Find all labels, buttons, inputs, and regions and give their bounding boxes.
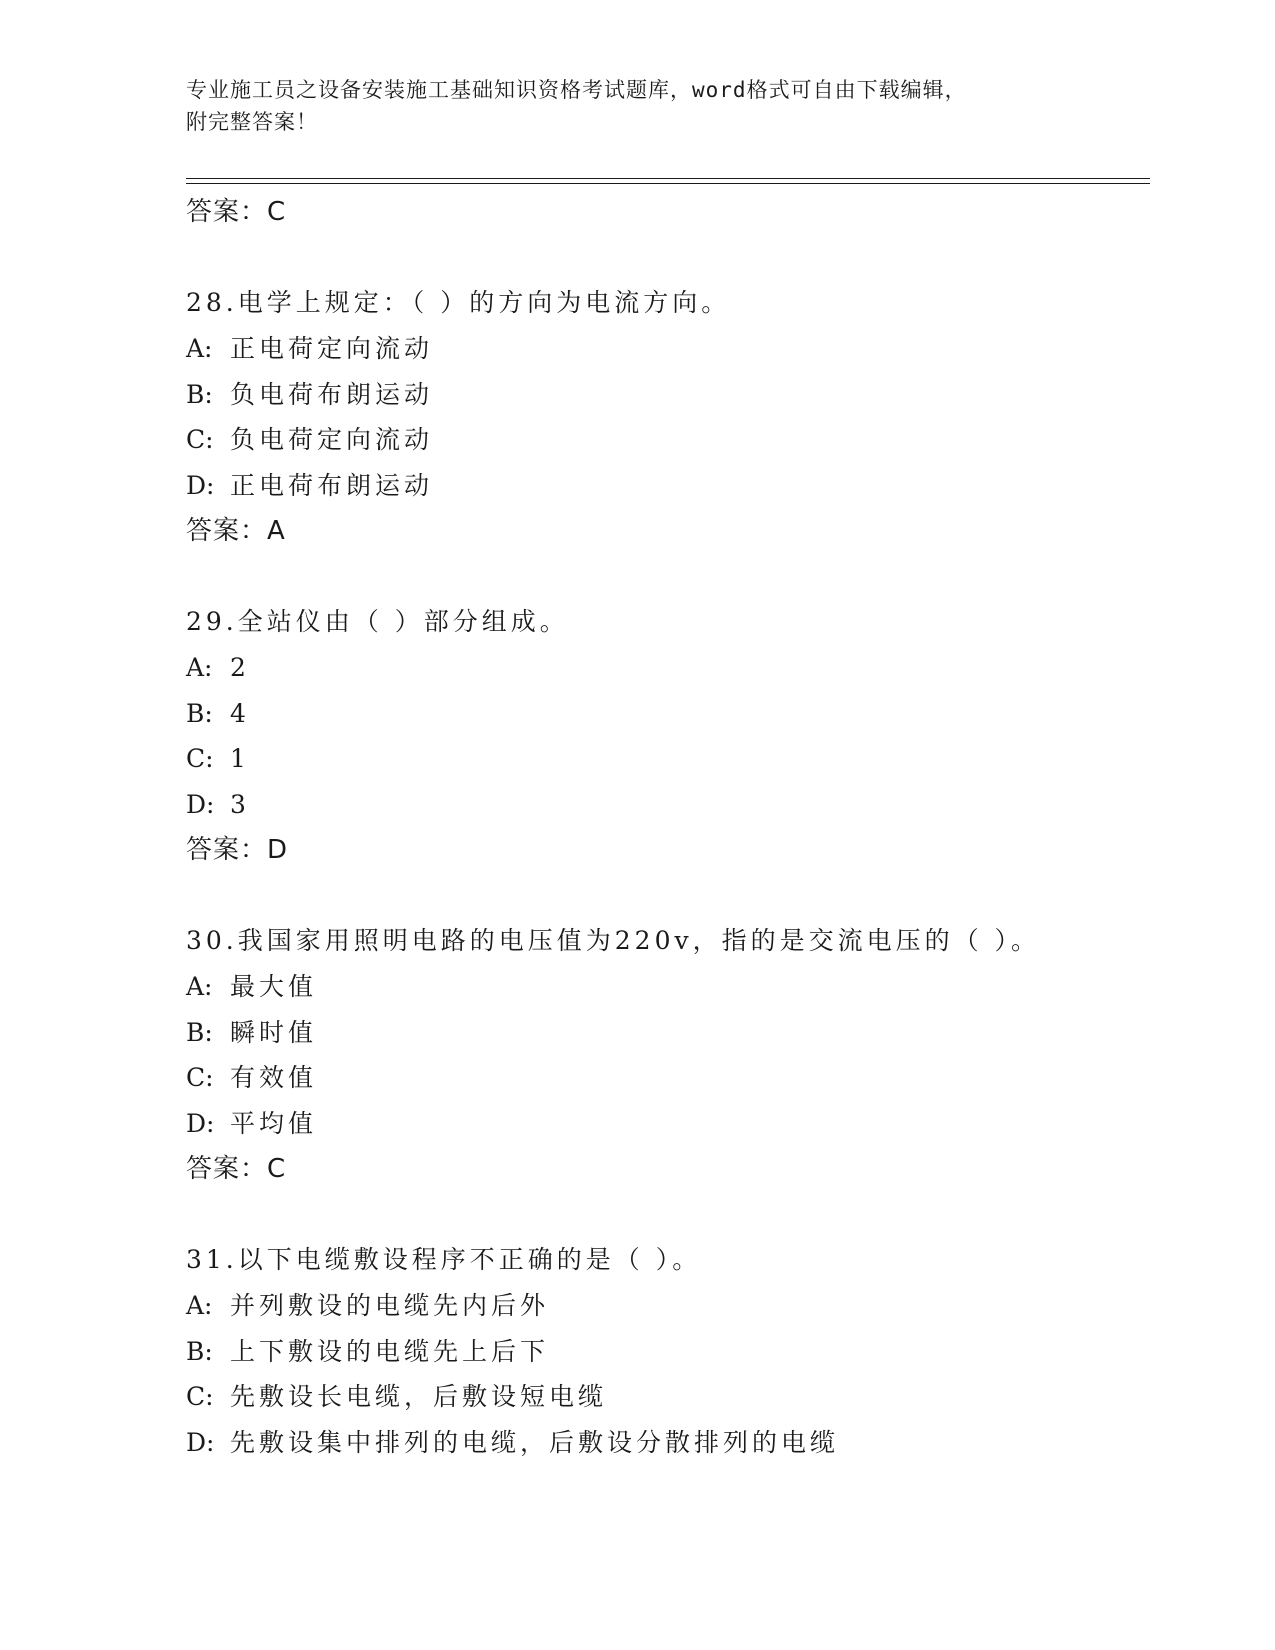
question-28-text: 28.电学上规定：（ ）的方向为电流方向。	[186, 288, 731, 317]
option-text: 2	[230, 653, 250, 682]
option-letter: B:	[186, 698, 213, 728]
question-31-option-d	[186, 1421, 1150, 1467]
option-letter: A:	[186, 1291, 213, 1320]
question-29-option-a	[186, 646, 1150, 692]
option-letter: A:	[186, 653, 213, 682]
option-text: 负电荷定向流动	[230, 425, 434, 454]
question-29-option-d	[186, 783, 1150, 829]
option-text: 1	[230, 744, 250, 773]
option-text: 正电荷布朗运动	[230, 470, 434, 500]
question-block-30	[186, 919, 1150, 1191]
option-letter: A:	[186, 972, 213, 1001]
option-letter: D:	[186, 1108, 215, 1138]
option-letter: B:	[186, 379, 213, 409]
question-31-option-c	[186, 1375, 1150, 1421]
header-line-2: 附完整答案！	[186, 110, 318, 134]
question-28-option-c	[186, 418, 1150, 464]
question-28-option-b	[186, 373, 1150, 419]
question-31-option-b	[186, 1330, 1150, 1376]
option-letter: C:	[186, 1382, 214, 1411]
question-29-option-c	[186, 737, 1150, 783]
option-text: 有效值	[230, 1063, 318, 1092]
option-letter: B:	[186, 1017, 213, 1047]
question-30-text: 30.我国家用照明电路的电压值为220v，指的是交流电压的（ ）。	[186, 926, 1041, 955]
question-28-option-d	[186, 464, 1150, 510]
question-31-text: 31.以下电缆敷设程序不正确的是（ ）。	[186, 1245, 702, 1274]
answer-29: 答案：D	[186, 835, 289, 865]
answer-28: 答案：A	[186, 516, 286, 546]
option-text: 先敷设长电缆，后敷设短电缆	[230, 1382, 608, 1411]
question-30-option-c	[186, 1056, 1150, 1102]
option-letter: B:	[186, 1336, 213, 1366]
header-rule-bottom	[186, 183, 1150, 184]
option-letter: C:	[186, 425, 214, 454]
option-text: 上下敷设的电缆先上后下	[230, 1336, 550, 1366]
question-30-option-a	[186, 965, 1150, 1011]
option-letter: C:	[186, 1063, 214, 1092]
question-block-31	[186, 1238, 1150, 1466]
question-29-option-b	[186, 692, 1150, 738]
option-text: 平均值	[230, 1108, 318, 1138]
header-rule-top	[186, 178, 1150, 179]
option-text: 正电荷定向流动	[230, 334, 434, 363]
answer-27: 答案：C	[186, 197, 287, 227]
question-31-option-a	[186, 1284, 1150, 1330]
option-letter: A:	[186, 334, 213, 363]
option-text: 4	[230, 698, 250, 728]
option-letter: C:	[186, 744, 214, 773]
option-text: 负电荷布朗运动	[230, 379, 434, 409]
answer-30: 答案：C	[186, 1154, 287, 1184]
question-29-text: 29.全站仪由（ ）部分组成。	[186, 607, 569, 636]
document-body	[186, 190, 1150, 1466]
option-text: 先敷设集中排列的电缆，后敷设分散排列的电缆	[230, 1427, 840, 1457]
question-30-option-d	[186, 1102, 1150, 1148]
document-header	[186, 74, 1086, 138]
option-letter: D:	[186, 789, 215, 819]
option-text: 并列敷设的电缆先内后外	[230, 1291, 550, 1320]
question-28-option-a	[186, 327, 1150, 373]
option-letter: D:	[186, 1427, 215, 1457]
option-text: 瞬时值	[230, 1017, 318, 1047]
option-text: 最大值	[230, 972, 318, 1001]
question-block-28	[186, 281, 1150, 553]
question-block-29	[186, 600, 1150, 872]
option-text: 3	[230, 789, 250, 819]
question-30-option-b	[186, 1011, 1150, 1057]
header-line-1: 专业施工员之设备安装施工基础知识资格考试题库，word格式可自由下载编辑，	[186, 78, 967, 102]
option-letter: D:	[186, 470, 215, 500]
